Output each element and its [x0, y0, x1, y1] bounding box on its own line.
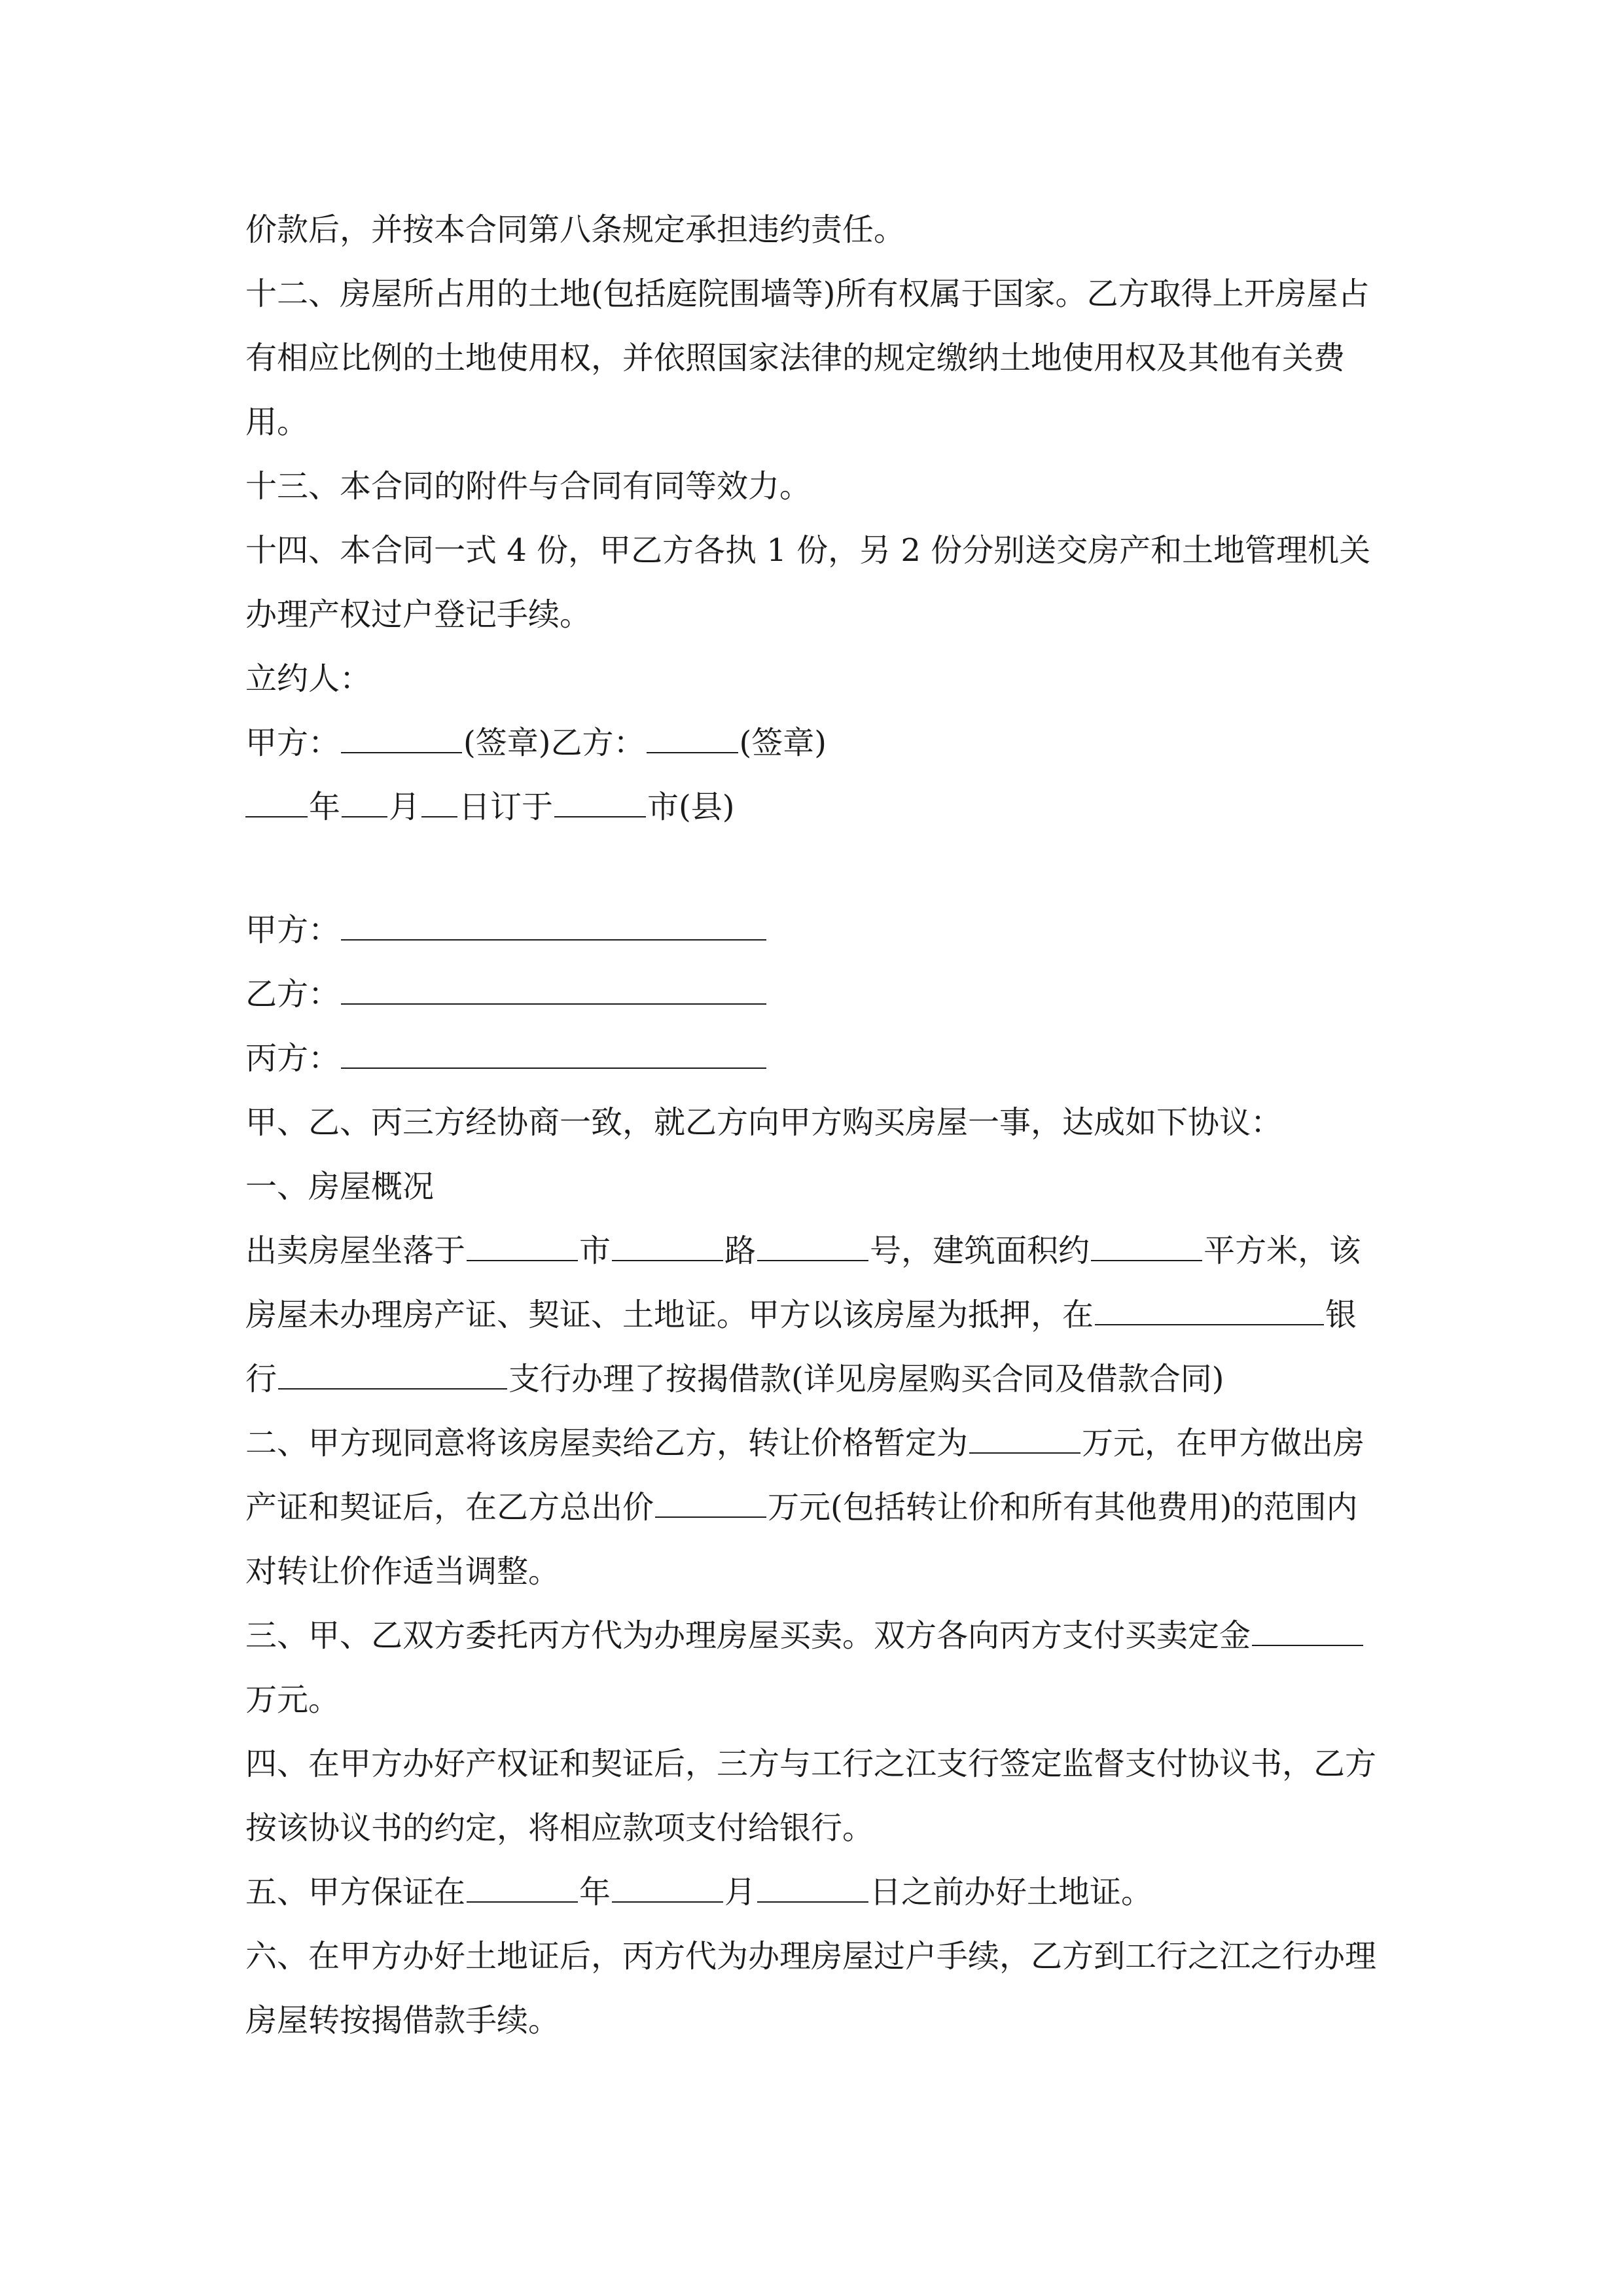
day-signed-at-label: 日订于	[459, 789, 554, 825]
transfer-price-text: 二、甲方现同意将该房屋卖给乙方，转让价格暂定为	[245, 1425, 969, 1462]
house-number-blank	[757, 1221, 868, 1261]
tripartite-agreement-section	[245, 898, 1381, 2053]
agreement-intro: 甲、乙、丙三方经协商一致，就乙方向甲方购买房屋一事，达成如下协议：	[245, 1104, 1283, 1141]
party-a-line	[245, 898, 1381, 962]
land-cert-year-label: 年	[579, 1874, 611, 1910]
deposit-blank	[1252, 1605, 1363, 1646]
day-blank	[421, 777, 457, 817]
section-four: 四、在甲方办好产权证和契证后，三方与工行之江支行签定监督支付协议书，乙方按该协议书的约定，将相应款项支付给银行。	[245, 1746, 1377, 1846]
area-label: 号，建筑面积约	[870, 1232, 1090, 1269]
contract-tail-section	[245, 198, 1381, 839]
city-blank	[554, 777, 646, 817]
paragraph-clause-14: 十四、本合同一式 4 份，甲乙方各执 1 份，另 2 份分别送交房产和土地管理机关办理产权过户登记手续。	[245, 532, 1371, 633]
total-price-text: 万元，在甲方做出房产证和契证后，在乙方总出价	[245, 1425, 1365, 1526]
paragraph-price-clause: 价款后，并按本合同第八条规定承担违约责任。	[245, 211, 906, 248]
month-blank	[342, 777, 387, 817]
party-a-name-blank	[341, 900, 766, 941]
signature-line	[245, 711, 1381, 775]
party-c-label: 丙方：	[245, 1040, 340, 1077]
land-cert-day-blank	[757, 1862, 868, 1903]
section-six: 六、在甲方办好土地证后，丙方代为办理房屋过户手续，乙方到工行之江之行办理房屋转按揭借款手续。	[245, 1938, 1377, 2039]
year-label: 年	[309, 789, 341, 825]
land-cert-text: 五、甲方保证在	[245, 1874, 466, 1910]
city-county-label: 市(县)	[647, 789, 735, 825]
bank-name-blank	[1095, 1285, 1324, 1325]
bank-label: 银行	[245, 1297, 1357, 1397]
transfer-price-blank	[969, 1413, 1080, 1454]
city-name-blank	[467, 1221, 578, 1261]
section-five	[245, 1860, 1381, 1924]
branch-loan-text: 支行办理了按揭借款(详见房屋购买合同及借款合同)	[508, 1361, 1224, 1397]
mortgage-text: 平方米，该房屋未办理房产证、契证、土地证。甲方以该房屋为抵押，在	[245, 1232, 1361, 1333]
branch-name-blank	[278, 1349, 507, 1390]
party-a-label: 甲方：	[245, 912, 340, 948]
party-b-signature-blank	[647, 713, 738, 753]
party-c-line	[245, 1026, 1381, 1090]
section-two	[245, 1411, 1381, 1604]
signing-date-line	[245, 775, 1381, 839]
city-label: 市	[579, 1232, 611, 1269]
section-three	[245, 1604, 1381, 1732]
party-c-name-blank	[341, 1028, 766, 1069]
party-a-signature-label: 甲方：	[245, 725, 340, 761]
party-b-seal-label: (签章)	[739, 725, 827, 761]
month-label: 月	[389, 789, 421, 825]
paragraph-clause-13: 十三、本合同的附件与合同有同等效力。	[245, 468, 812, 505]
land-cert-month-blank	[612, 1862, 723, 1903]
section-one-title: 一、房屋概况	[245, 1168, 435, 1205]
paragraph-signatories-label: 立约人：	[245, 660, 372, 697]
party-b-line	[245, 962, 1381, 1026]
total-price-blank	[655, 1477, 766, 1518]
road-name-blank	[612, 1221, 723, 1261]
road-label: 路	[724, 1232, 757, 1269]
house-location-label: 出卖房屋坐落于	[245, 1232, 466, 1269]
area-blank	[1091, 1221, 1202, 1261]
year-blank	[245, 777, 308, 817]
house-description	[245, 1219, 1381, 1411]
price-adjust-text: 万元(包括转让价和所有其他费用)的范围内对转让价作适当调整。	[245, 1489, 1358, 1590]
party-b-signature-label: 乙方：	[550, 725, 645, 761]
party-b-label: 乙方：	[245, 976, 340, 1013]
land-cert-month-label: 月	[724, 1874, 757, 1910]
paragraph-clause-12: 十二、房屋所占用的土地(包括庭院围墙等)所有权属于国家。乙方取得上开房屋占有相应比例的土地使用权，并依照国家法律的规定缴纳土地使用权及其他有关费用。	[245, 276, 1370, 440]
land-cert-year-blank	[467, 1862, 578, 1903]
deposit-text: 三、甲、乙双方委托丙方代为办理房屋买卖。双方各向丙方支付买卖定金	[245, 1617, 1251, 1654]
party-b-name-blank	[341, 964, 766, 1005]
deposit-unit: 万元。	[245, 1681, 340, 1718]
land-cert-day-text: 日之前办好土地证。	[870, 1874, 1153, 1910]
party-a-seal-label: (签章)	[463, 725, 551, 761]
party-a-signature-blank	[341, 713, 462, 753]
